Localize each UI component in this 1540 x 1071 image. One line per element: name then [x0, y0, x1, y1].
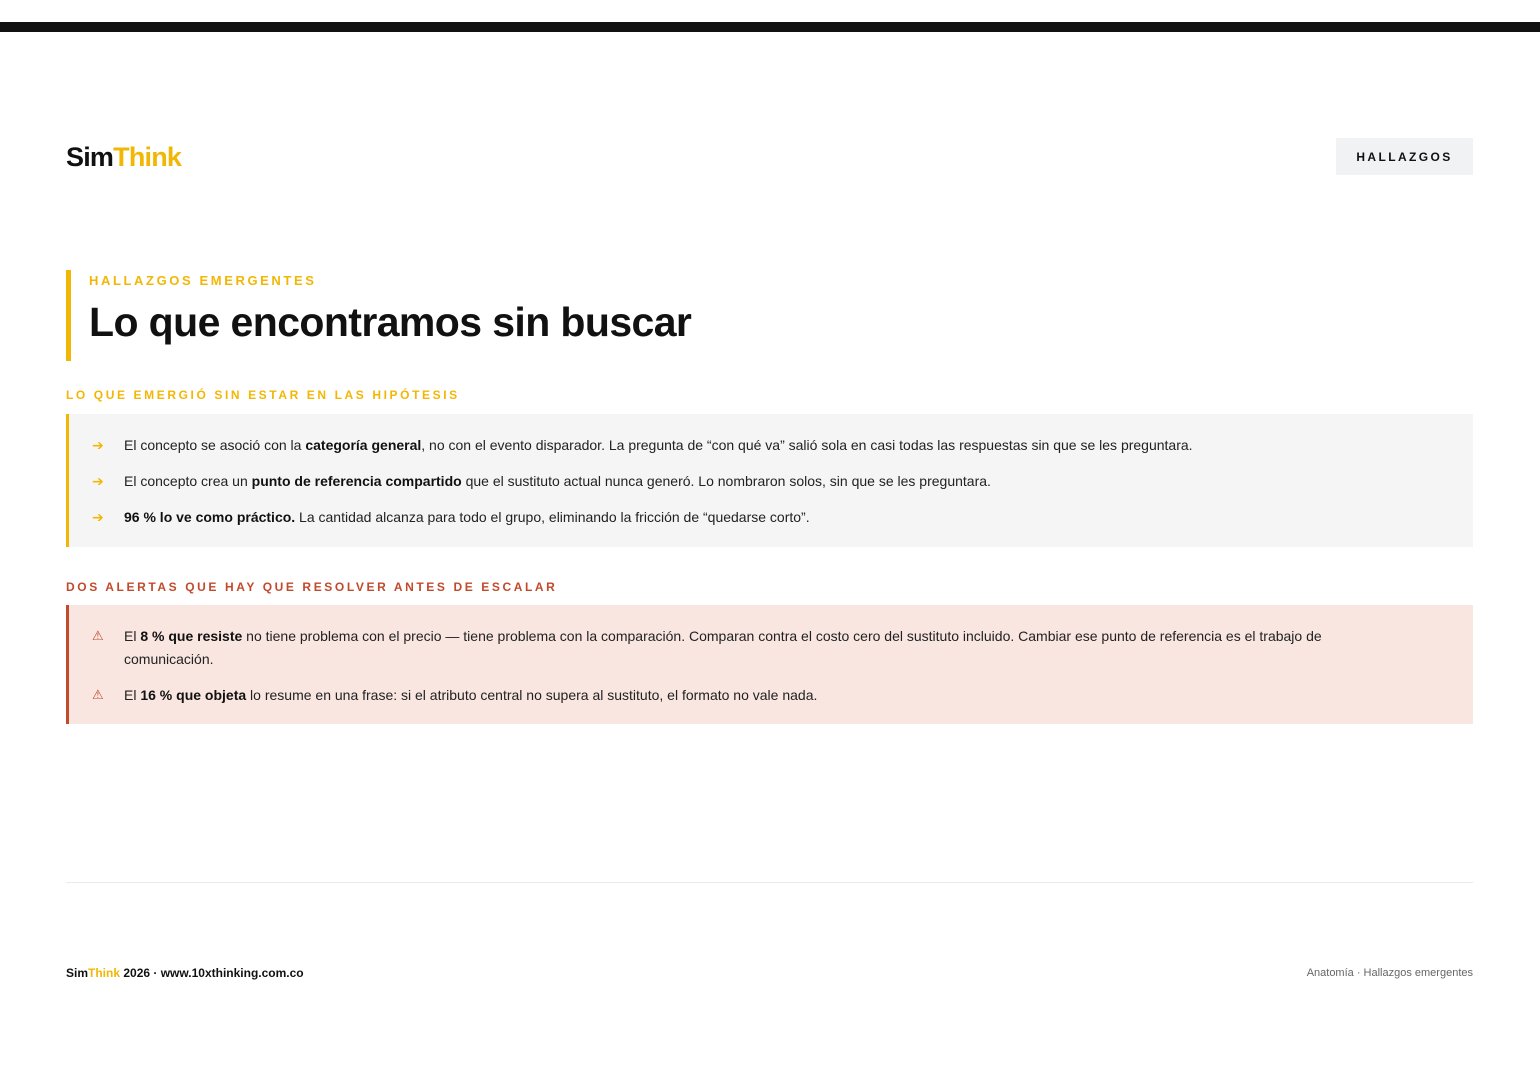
footer-brand-line: [66, 966, 304, 980]
footer-year-url: 2026 · www.10xthinking.com.co: [120, 966, 304, 980]
emergent-panel: [66, 414, 1473, 547]
emergent-label: LO QUE EMERGIÓ SIN ESTAR EN LAS HIPÓTESIS: [66, 388, 460, 402]
logo-part-sim: Sim: [66, 142, 114, 172]
item-text-bold: 16 % que objeta: [140, 687, 247, 703]
footer-divider: [66, 882, 1473, 883]
item-text-bold: categoría general: [305, 437, 422, 453]
warning-icon: ⚠: [92, 628, 104, 643]
item-text-bold: punto de referencia compartido: [251, 473, 462, 489]
item-text-post: , no con el evento disparador. La pregunta de “con qué va” salió sola en casi todas las respuestas sin que se les preguntara.: [421, 437, 1193, 453]
alert-item: [69, 625, 1473, 670]
section-badge: HALLAZGOS: [1336, 138, 1473, 175]
page-title: Lo que encontramos sin buscar: [89, 299, 692, 345]
item-text-post: lo resume en una frase: si el atributo central no supera al sustituto, el formato no vale nada.: [246, 687, 818, 703]
arrow-right-icon: ➔: [92, 509, 104, 525]
item-text-pre: El concepto crea un: [124, 473, 252, 489]
title-block: [66, 270, 971, 361]
emergent-item: [69, 470, 1473, 493]
arrow-right-icon: ➔: [92, 473, 104, 489]
emergent-item: [69, 434, 1473, 457]
item-text-pre: El: [124, 628, 141, 644]
item-text-bold: 96 % lo ve como práctico.: [124, 509, 296, 525]
item-text-pre: El concepto se asoció con la: [124, 437, 306, 453]
alert-item: [69, 684, 1473, 707]
arrow-right-icon: ➔: [92, 437, 104, 453]
item-text-post: que el sustituto actual nunca generó. Lo nombraron solos, sin que se les preguntara.: [461, 473, 991, 489]
simthink-logo: [66, 142, 181, 172]
alerts-panel: [66, 605, 1473, 724]
footer-brand-think: Think: [88, 966, 121, 980]
item-text-pre: El: [124, 687, 141, 703]
item-text-post: no tiene problema con el precio — tiene problema con la comparación. Comparan contra el costo cero del sustituto incluido. Cambiar ese punto de referencia es el trabajo de comunicación.: [124, 628, 1322, 667]
top-rule: [0, 22, 1540, 32]
emergent-item: [69, 506, 1473, 529]
alerts-label: DOS ALERTAS QUE HAY QUE RESOLVER ANTES DE ESCALAR: [66, 580, 558, 594]
warning-icon: ⚠: [92, 687, 104, 702]
header: [66, 138, 1473, 175]
eyebrow: HALLAZGOS EMERGENTES: [89, 273, 317, 288]
footer-breadcrumb: Anatomía · Hallazgos emergentes: [1306, 967, 1473, 979]
item-text-post: La cantidad alcanza para todo el grupo, eliminando la fricción de “quedarse corto”.: [295, 509, 810, 525]
footer-brand-sim: Sim: [66, 966, 89, 980]
logo-part-think: Think: [113, 142, 182, 172]
item-text-bold: 8 % que resiste: [140, 628, 243, 644]
